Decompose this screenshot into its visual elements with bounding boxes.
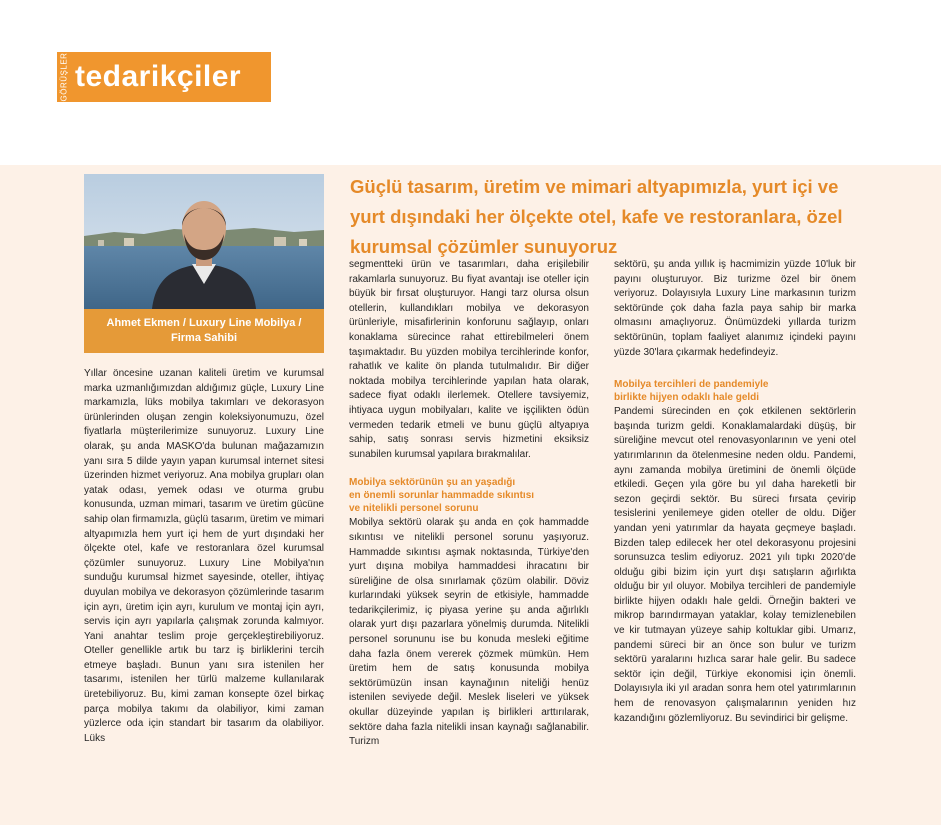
paragraph: segmentteki ürün ve tasarımları, daha erişilebilir rakamlarla sunuyoruz. Bu fiyat avantajı ise oteller için büyük bir fırsat oluşturuyor. Hangi tarz olursa olsun otellerin, kullandıkları mobilya ve dekorasyon ürünleriyle, misafirlerinin konforunu sağlayıp, onları konaklama sürecince rahat ettirebilmeleri önem taşımaktadır. Bu yüzden mobilya tercihlerinde konfor, rahatlık ve kalite ön planda tutulmalıdır. Bir diğer noktada mobilya tercihlerinde yapılan hata olarak, sadece fiyat odaklı ilerlemek. Otellere tavsiyemiz, ihtiyaca uygun mobilyaları, kalite ve işçilikten ödün vermeden tedarik etmeli ve bunu güçlü altyapıya sahip, satış sonrası servis hizmetini eksiksiz sunabilen kurumsal yapılara bırakmalılar. xyxy=(349,259,589,460)
column-middle xyxy=(349,258,589,750)
paragraph: Yıllar öncesine uzanan kaliteli üretim ve kurumsal marka uzmanlığımızdan aldığımız güçle, Luxury Line markamızla, lüks mobilya takımları ve dekorasyon ürünlerinden oluşan zengin koleksiyonumuzu, özel fiyatlarla müşterilerimize sunuyoruz. Luxury Line olarak, şu anda MASKO'da bulunan mağazamızın yanı sıra 5 dilde yayın yapan kurumsal internet sitesi üzerinden hizmet veriyoruz. Ana mobilya grupları olan yatak odası, yemek odası ve oturma grubu konusunda, uzman mimari, tasarım ve üretim gücüne sahip olan firmamızla, güçlü tasarım, üretim ve mimari altyapımızla hem yurt içi hem de yurt dışındaki her ölçekte otel, kafe ve restoranlara özel kurumsal çözümler sunuyoruz. Luxury Line Mobilya'nın sunduğu kurumsal hizmet sayesinde, oteller, ihtiyaç duyulan mobilya ve dekorasyon çözümlerinde tasarım için ayrı, üretim için ayrı, kurulum ve montaj için ayrı, servis için ayrı yapılarla çalışmak zorunda kalmıyor. Yani anahtar teslim proje gerçekleştirebiliyoruz. Oteller genellikle artık bu tarz iş birliklerini tercih etmeye başladı. Bunun yanı sıra istenilen her tasarımı, istenilen her türlü malzeme kullanılarak üretebiliyoruz. Bu, kimi zaman konsepte özel birkaç parça mobilya takımı da olabiliyor, kimi zaman yüzlerce oda için standart bir tasarım da olabiliyor. Lüks xyxy=(84,368,324,744)
section-vertical-label xyxy=(57,52,71,102)
subheading-line: Mobilya sektörünün şu an yaşadığı xyxy=(349,477,516,489)
subheading-line: Mobilya tercihleri de pandemiyle xyxy=(614,379,769,391)
section-header xyxy=(57,52,271,102)
article-headline: Güçlü tasarım, üretim ve mimari altyapımızla, yurt içi ve yurt dışındaki her ölçekte otel, kafe ve restoranlara, özel kurumsal çözümler sunuyoruz xyxy=(350,176,843,257)
subheading-line: ve nitelikli personel sorunu xyxy=(349,503,479,515)
portrait-photo xyxy=(84,174,324,309)
caption-title: Firma Sahibi xyxy=(170,332,238,344)
caption-name: Ahmet Ekmen / Luxury Line Mobilya / xyxy=(106,317,302,329)
paragraph: Pandemi sürecinden en çok etkilenen sektörlerin başında turizm geldi. Konaklamalardaki düşüş, bir süreliğine mevcut otel renovasyonlarının ve yeni otel yatırımlarının da ötelenmesine neden oldu. Pandemi, aynı zamanda mobilya üretimini de önemli ölçüde etkiledi. Geçen yıla göre bu yıl daha hareketli bir sezon geçirdi sektör. Bu süreci fırsata çevirip tesislerini yenilemeye giden oteller de oldu. Diğer yandan yeni yatırımlar da hayata geçmeye başladı. Bizden talep edilecek her otel dekorasyonu projesini sorunsuzca teslim ediyoruz. 2021 yılı tıpkı 2020'de olduğu gibi bizim için yurt dışı satışların ağırlıkta olduğu bir yıl oluyor. Mobilya tercihleri de pandemiyle birlikte hijyen odaklı hale geldi. Örneğin bakteri ve mikrop barındırmayan yataklar, kolay temizlenebilen ve kir tutmayan yüzeye sahip koltuklar gibi. Umarız, pandemi süreci bir an önce son bulur ve turizm sektörü yaralarını hızlıca sarar hale gelir. Bu sadece sektör için değil, Türkiye ekonomisi için önemli. Dolayısıyla iki yıl aradan sonra hem otel yatırımlarının hem de renovasyon çalışmalarının yeniden hız kazandığını gözlemliyoruz. Bu sevindirici bir gelişme. xyxy=(614,406,856,724)
subheading-line: en önemli sorunlar hammadde sıkıntısı xyxy=(349,490,535,502)
column-right xyxy=(614,258,856,726)
subheading xyxy=(349,476,589,515)
photo-caption xyxy=(84,309,324,353)
subheading-line: birlikte hijyen odaklı hale geldi xyxy=(614,392,760,404)
column-left xyxy=(84,367,324,746)
subheading xyxy=(614,378,856,404)
section-vertical-label-text: GÖRÜŞLER xyxy=(59,52,69,102)
paragraph: Mobilya sektörü olarak şu anda en çok hammadde sıkıntısı ve nitelikli personel sorunu yaşıyoruz. Hammadde sıkıntısı aşmak noktasında, Türkiye'den yurt dışına mobilya hammaddesi ihracatını bir süreliğine de olsa sınırlamak çözüm olabilir. Döviz kurlarındaki yüksek seyrin de etkisiyle, hammadde tedarikçilerimiz, iç piyasa yerine şu anda ağırlıklı olarak yurt dışı pazarlara yönelmiş durumda. Nitelikli personel sorununu ise bu konuda mesleki eğitime daha fazla önem vererek çözmek mümkün. Hem üretim hem de satış konusunda mobilya sektörümüzün insan kaynağının niteliği henüz istenilen seviyede değil. Meslek liseleri ve yüksek okullar düzeyinde yapılan iş birlikleri arttırılarak, sektöre daha fazla nitelikli insan kaynağı sağlanabilir. Turizm xyxy=(349,517,589,748)
author-photo xyxy=(84,174,324,309)
paragraph: sektörü, şu anda yıllık iş hacmimizin yüzde 10'luk bir payını oluşturuyor. Biz turizme özel bir önem veriyoruz. Dolayısıyla Luxury Line markasının turizm sektöründe çok daha fazla paya sahip bir marka olmasını amaçlıyoruz. Önümüzdeki yıllarda turizm sektörünün, toplam faaliyet alanımız içindeki payını yüzde 30'lara çıkarmak hedefindeyiz. xyxy=(614,259,856,358)
section-title: tedarikçiler xyxy=(75,60,242,93)
